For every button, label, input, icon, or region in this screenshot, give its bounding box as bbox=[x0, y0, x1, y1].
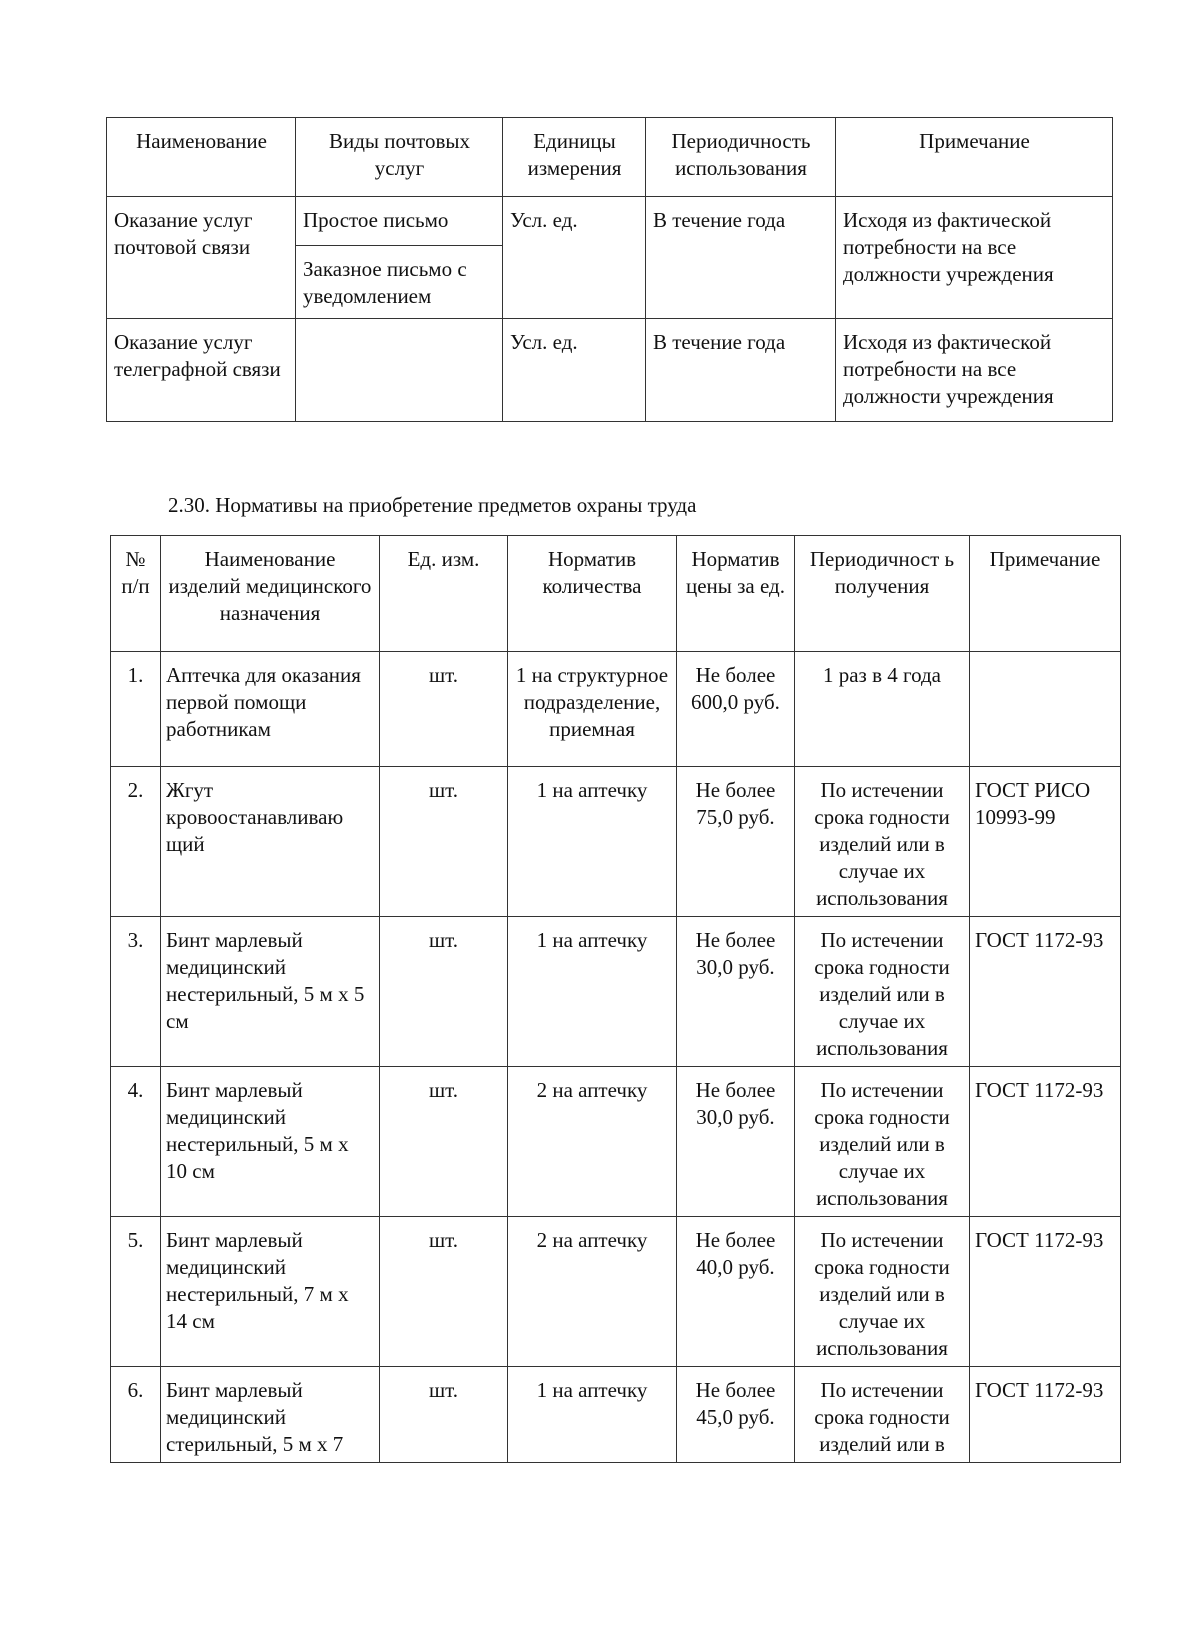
item-period: По истечении срока годности изделий или в случае их использования bbox=[795, 917, 970, 1067]
table-header-row bbox=[111, 536, 1121, 652]
header-cell: Наименование изделий медицинского назначения bbox=[161, 536, 380, 652]
row-number: 2. bbox=[111, 767, 161, 917]
item-name: Бинт марлевый медицинский нестерильный, 7 м х 14 см bbox=[161, 1217, 380, 1367]
item-unit: шт. bbox=[380, 1367, 508, 1463]
item-period: 1 раз в 4 года bbox=[795, 652, 970, 767]
item-price: Не более 600,0 руб. bbox=[677, 652, 795, 767]
item-price: Не более 30,0 руб. bbox=[677, 1067, 795, 1217]
row-number: 6. bbox=[111, 1367, 161, 1463]
item-unit: шт. bbox=[380, 1067, 508, 1217]
period-cell: В течение года bbox=[646, 197, 836, 319]
header-cell: Примечание bbox=[836, 118, 1113, 197]
item-price: Не более 40,0 руб. bbox=[677, 1217, 795, 1367]
table-row bbox=[111, 652, 1121, 767]
item-price: Не более 75,0 руб. bbox=[677, 767, 795, 917]
item-note: ГОСТ 1172-93 bbox=[970, 1067, 1121, 1217]
item-period: По истечении срока годности изделий или в bbox=[795, 1367, 970, 1463]
item-quantity: 1 на аптечку bbox=[508, 1367, 677, 1463]
header-cell: Наименование bbox=[107, 118, 296, 197]
item-note: ГОСТ 1172-93 bbox=[970, 1367, 1121, 1463]
item-name: Аптечка для оказания первой помощи работникам bbox=[161, 652, 380, 767]
table-row bbox=[111, 1067, 1121, 1217]
row-number: 4. bbox=[111, 1067, 161, 1217]
item-period: По истечении срока годности изделий или в случае их использования bbox=[795, 1217, 970, 1367]
note-cell: Исходя из фактической потребности на все должности учреждения bbox=[836, 319, 1113, 422]
item-quantity: 1 на аптечку bbox=[508, 917, 677, 1067]
item-quantity: 1 на структурное подразделение, приемная bbox=[508, 652, 677, 767]
item-quantity: 1 на аптечку bbox=[508, 767, 677, 917]
table-row bbox=[111, 1217, 1121, 1367]
item-note: ГОСТ 1172-93 bbox=[970, 1217, 1121, 1367]
table-row bbox=[111, 1367, 1121, 1463]
unit-cell: Усл. ед. bbox=[503, 197, 646, 319]
item-quantity: 2 на аптечку bbox=[508, 1217, 677, 1367]
table-row bbox=[107, 197, 1113, 246]
labor-protection-table bbox=[110, 535, 1121, 1463]
service-type-cell: Простое письмо bbox=[296, 197, 503, 246]
unit-cell: Усл. ед. bbox=[503, 319, 646, 422]
table-row bbox=[111, 767, 1121, 917]
header-cell: Единицы измерения bbox=[503, 118, 646, 197]
header-cell: Виды почтовых услуг bbox=[296, 118, 503, 197]
service-type-cell: Заказное письмо с уведомлением bbox=[296, 246, 503, 319]
header-cell: Примечание bbox=[970, 536, 1121, 652]
section-heading: 2.30. Нормативы на приобретение предметов охраны труда bbox=[168, 493, 697, 517]
item-note: ГОСТ 1172-93 bbox=[970, 917, 1121, 1067]
item-unit: шт. bbox=[380, 1217, 508, 1367]
item-name: Бинт марлевый медицинский нестерильный, 5 м х 5 см bbox=[161, 917, 380, 1067]
row-number: 1. bbox=[111, 652, 161, 767]
header-cell: № п/п bbox=[111, 536, 161, 652]
row-number: 5. bbox=[111, 1217, 161, 1367]
service-name-cell: Оказание услуг почтовой связи bbox=[107, 197, 296, 319]
item-note: ГОСТ РИСО 10993-99 bbox=[970, 767, 1121, 917]
item-unit: шт. bbox=[380, 767, 508, 917]
item-note bbox=[970, 652, 1121, 767]
item-name: Жгут кровоостанавливаю щий bbox=[161, 767, 380, 917]
item-name: Бинт марлевый медицинский нестерильный, 5 м х 10 см bbox=[161, 1067, 380, 1217]
table-row bbox=[111, 917, 1121, 1067]
item-unit: шт. bbox=[380, 652, 508, 767]
row-number: 3. bbox=[111, 917, 161, 1067]
note-cell: Исходя из фактической потребности на все должности учреждения bbox=[836, 197, 1113, 319]
item-name: Бинт марлевый медицинский стерильный, 5 м х 7 bbox=[161, 1367, 380, 1463]
postal-services-table bbox=[106, 117, 1113, 422]
header-cell: Норматив цены за ед. bbox=[677, 536, 795, 652]
period-cell: В течение года bbox=[646, 319, 836, 422]
item-quantity: 2 на аптечку bbox=[508, 1067, 677, 1217]
item-price: Не более 30,0 руб. bbox=[677, 917, 795, 1067]
header-cell: Норматив количества bbox=[508, 536, 677, 652]
service-type-cell bbox=[296, 319, 503, 422]
header-cell: Ед. изм. bbox=[380, 536, 508, 652]
table-header-row bbox=[107, 118, 1113, 197]
table-row bbox=[107, 319, 1113, 422]
header-cell: Периодичность использования bbox=[646, 118, 836, 197]
item-period: По истечении срока годности изделий или в случае их использования bbox=[795, 1067, 970, 1217]
item-period: По истечении срока годности изделий или в случае их использования bbox=[795, 767, 970, 917]
item-unit: шт. bbox=[380, 917, 508, 1067]
header-cell: Периодичност ь получения bbox=[795, 536, 970, 652]
item-price: Не более 45,0 руб. bbox=[677, 1367, 795, 1463]
service-name-cell: Оказание услуг телеграфной связи bbox=[107, 319, 296, 422]
